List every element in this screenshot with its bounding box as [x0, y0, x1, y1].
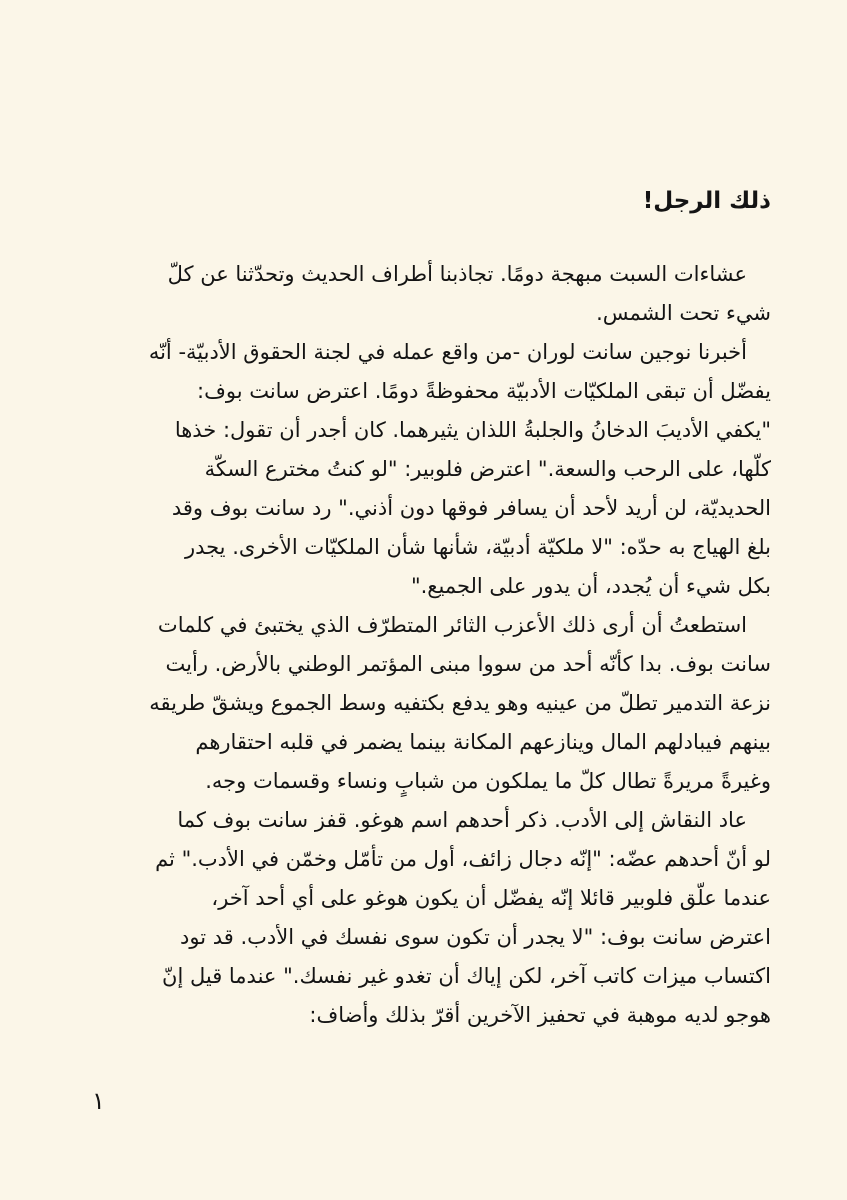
text-line: بلغ الهياج به حدّه: "لا ملكيّة أدبيّة، شأنها شأن الملكيّات الأخرى. يجدر [184, 535, 771, 559]
text-line: الحديديّة، لن أريد لأحد أن يسافر فوقها دون أذني." رد سانت بوف وقد [171, 496, 771, 520]
page-number: ١ [92, 1087, 105, 1115]
text-line: اكتساب ميزات كاتب آخر، لكن إياك أن تغدو غير نفسك." عندما قيل إنّ [162, 964, 771, 988]
text-line: هوجو لديه موهبة في تحفيز الآخرين أقرّ بذلك وأضاف: [309, 1003, 771, 1027]
text-line: عندما علّق فلوبير قائلا إنّه يفضّل أن يكون هوغو على أي أحد آخر، [211, 886, 771, 910]
text-line: عشاءات السبت مبهجة دومًا. تجاذبنا أطراف الحديث وتحدّثنا عن كلّ [167, 262, 747, 286]
text-line: يفضّل أن تبقى الملكيّات الأدبيّة محفوظةً دومًا. اعترض سانت بوف: [197, 379, 771, 403]
chapter-title: ذلك الرجل! [642, 188, 771, 214]
text-line: بينهم فيبادلهم المال وينازعهم المكانة بينما يضمر في قلبه احتقارهم [195, 730, 771, 754]
text-line: شيء تحت الشمس. [596, 301, 771, 325]
body-text [85, 255, 771, 1035]
text-line: أخبرنا نوجين سانت لوران -من واقع عمله في لجنة الحقوق الأدبيّة- أنّه [148, 340, 747, 364]
text-line: سانت بوف. بدا كأنّه أحد من سووا مبنى المؤتمر الوطني بالأرض. رأيت [165, 652, 771, 676]
text-line: لو أنّ أحدهم عضّه: "إنّه دجال زائف، أول من تأمّل وخمّن في الأدب." ثم [155, 847, 771, 871]
text-line: بكل شيء أن يُجدد، أن يدور على الجميع." [410, 574, 771, 598]
text-line: وغيرةً مريرةً تطال كلّ ما يملكون من شبابٍ ونساء وقسمات وجه. [205, 769, 771, 793]
text-line: استطعتُ أن أرى ذلك الأعزب الثائر المتطرّف الذي يختبئ في كلمات [157, 613, 747, 637]
text-line: عاد النقاش إلى الأدب. ذكر أحدهم اسم هوغو. قفز سانت بوف كما [177, 808, 747, 832]
text-line: كلّها، على الرحب والسعة." اعترض فلوبير: "لو كنتُ مخترع السكّة [204, 457, 771, 481]
text-line: نزعة التدمير تطلّ من عينيه وهو يدفع بكتفيه وسط الجموع ويشقّ طريقه [149, 691, 771, 715]
text-line: اعترض سانت بوف: "لا يجدر أن تكون سوى نفسك في الأدب. قد تود [180, 925, 771, 949]
text-line: "يكفي الأديبَ الدخانُ والجلبةُ اللذان يثيرهما. كان أجدر أن تقول: خذها [174, 418, 771, 442]
